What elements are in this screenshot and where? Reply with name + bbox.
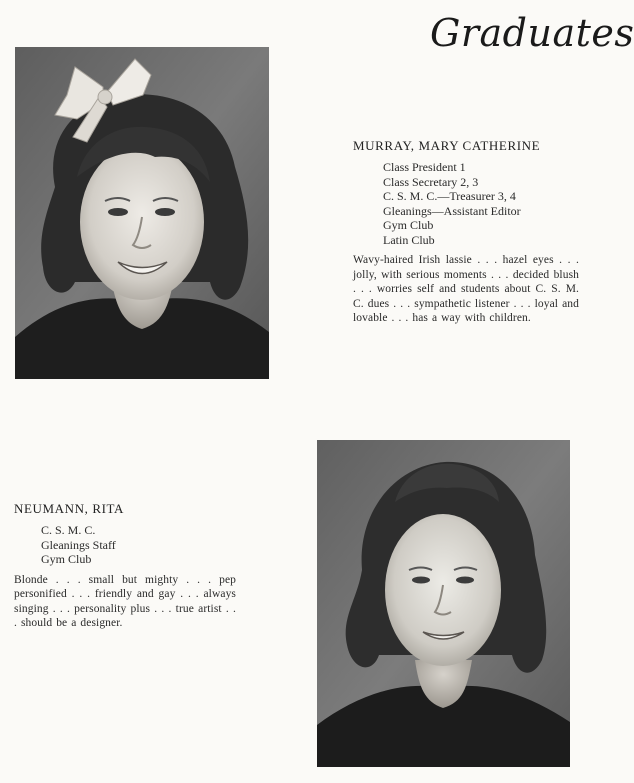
portrait-photo-neumann <box>317 440 570 767</box>
portrait-photo-murray <box>15 47 269 379</box>
activity-item: Gleanings—Assistant Editor <box>383 203 521 218</box>
activity-item: Class Secretary 2, 3 <box>383 174 479 189</box>
student-name: MURRAY, MARY CATHERINE <box>353 138 541 153</box>
page-title: Graduates <box>430 11 634 55</box>
activities-list <box>14 523 236 567</box>
portrait-illustration <box>15 47 269 379</box>
activity-item: Latin Club <box>383 232 435 247</box>
activity-item: C. S. M. C.—Treasurer 3, 4 <box>383 189 516 203</box>
activity-item: Class President 1 <box>383 160 466 174</box>
student-description: Blonde . . . small but mighty . . . pep personified . . . friendly and gay . . . always singing . . . personality plus . . . true artist . . . should be a designer. <box>14 573 236 630</box>
student-name: NEUMANN, RITA <box>14 501 125 516</box>
activity-item: Gym Club <box>383 218 434 232</box>
activities-list <box>353 160 579 247</box>
activity-item: C. S. M. C. <box>41 523 96 537</box>
activity-item: Gym Club <box>41 552 92 566</box>
portrait-illustration <box>317 440 570 767</box>
graduate-entry-murray <box>353 138 579 326</box>
student-description: Wavy-haired Irish lassie . . . hazel eyes . . . jolly, with serious moments . . . decided blush . . . worries self and students about C. S. M. C. dues . . . sympathetic listener . . . loyal and lovable . . . has a way with children. <box>353 254 579 325</box>
graduate-entry-neumann <box>14 501 236 631</box>
activity-item: Gleanings Staff <box>41 537 116 552</box>
